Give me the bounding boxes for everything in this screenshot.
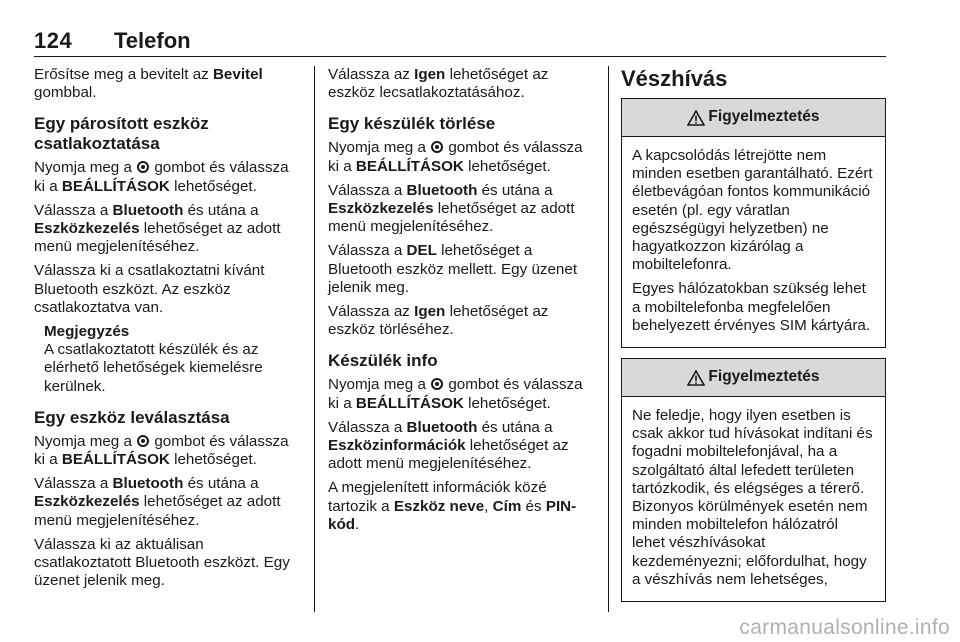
paragraph: Nyomja meg a gombot és válassza ki a BEÁLLÍTÁSOK lehetőséget. [328,376,583,412]
note-title: Megjegyzés [44,323,130,341]
paragraph: Válassza a DEL lehetőséget a Bluetooth eszköz mellett. Egy üzenet jelenik meg. [328,242,578,296]
chapter-title: Telefon [114,28,191,53]
column-3 [621,66,886,612]
warning-triangle-icon [687,370,705,386]
paragraph: Válassza az Igen lehetőséget az eszköz törléséhez. [328,303,549,339]
paragraph: Erősítse meg a bevitelt az Bevitel gombbal. [34,66,263,102]
paragraph: Válassza az Igen lehetőséget az eszköz lecsatlakoztatásához. [328,66,549,102]
paragraph: Nyomja meg a gombot és válassza ki a BEÁLLÍTÁSOK lehetőséget. [34,159,289,195]
column-divider-2 [608,66,609,612]
warning-body [622,397,885,601]
heading-connect-paired-device: Egy párosított eszköz csatlakoztatása [34,114,209,154]
heading-delete-device: Egy készülék törlése [328,114,496,134]
page-number: 124 [34,28,73,53]
warning-box-1 [621,98,886,348]
heading-disconnect-device: Egy eszköz leválasztása [34,407,230,427]
note [44,323,302,396]
warning-triangle-icon [687,110,705,126]
warning-text: Egyes hálózatokban szükség lehet a mobiltelefonba megfelelően behelyezett érvényes SIM kártyára. [632,280,871,334]
warning-title: Figyelmeztetés [708,108,820,126]
header-rule [34,56,886,57]
paragraph: Válassza ki a csatlakoztatni kívánt Bluetooth eszközt. Az eszköz csatlakoztatva van. [34,262,265,316]
gear-icon [137,161,149,173]
paragraph: Nyomja meg a gombot és válassza ki a BEÁLLÍTÁSOK lehetőséget. [34,432,289,469]
warning-header [622,359,885,397]
heading-device-info: Készülék info [328,351,438,371]
warning-box-2 [621,358,886,602]
column-1 [34,66,302,596]
watermark: carmanualsonline.info [739,616,950,639]
paragraph: Válassza a Bluetooth és utána a Eszközinformációk lehetőséget az adott menü megjelenítéséhez. [328,418,569,473]
warning-header [622,99,885,137]
paragraph: Nyomja meg a gombot és válassza ki a BEÁLLÍTÁSOK lehetőséget. [328,139,583,175]
paragraph: A megjelenített információk közé tartozik a Eszköz neve, Cím és PIN-kód. [328,479,577,533]
section-title-emergency-call: Vészhívás [621,66,728,91]
paragraph: Válassza ki az aktuálisan csatlakoztatott Bluetooth eszközt. Egy üzenet jelenik meg. [34,535,290,590]
gear-icon [431,141,443,153]
column-divider-1 [314,66,315,612]
paragraph: Válassza a Bluetooth és utána a Eszközkezelés lehetőséget az adott menü megjelenítéséhez. [328,181,575,236]
column-2 [328,66,596,540]
warning-title: Figyelmeztetés [708,368,820,386]
paragraph: Válassza a Bluetooth és utána a Eszközkezelés lehetőséget az adott menü megjelenítéséhez. [34,201,281,256]
gear-icon [137,435,149,447]
warning-body [622,137,885,347]
paragraph: Válassza a Bluetooth és utána a Eszközkezelés lehetőséget az adott menü megjelenítéséhez. [34,475,281,529]
warning-text: Ne feledje, hogy ilyen esetben is csak akkor tud hívásokat indítani és fogadni mobiltelefonjával, ha a szolgáltató által lefedett területen tartózkodik, és elégséges a térerő. Bizonyos körülmények esetén nem minden mobiltelefon hálózatról lehet vészhívásokat kezdeményezni; előfordulhat, hogy a vészhívás nem lehetséges, [632,407,873,588]
page-header [34,28,886,52]
gear-icon [431,378,443,390]
note-text: A csatlakoztatott készülék és az elérhető lehetőségek kiemelésre kerülnek. [44,341,263,395]
warning-text: A kapcsolódás létrejötte nem minden esetben garantálható. Ezért életbevágóan fontos kommunikáció esetén (pl. egy váratlan egészségügyi helyzetben) ne hagyatkozzon kizárólag a mobiltelefonra. [632,147,873,274]
